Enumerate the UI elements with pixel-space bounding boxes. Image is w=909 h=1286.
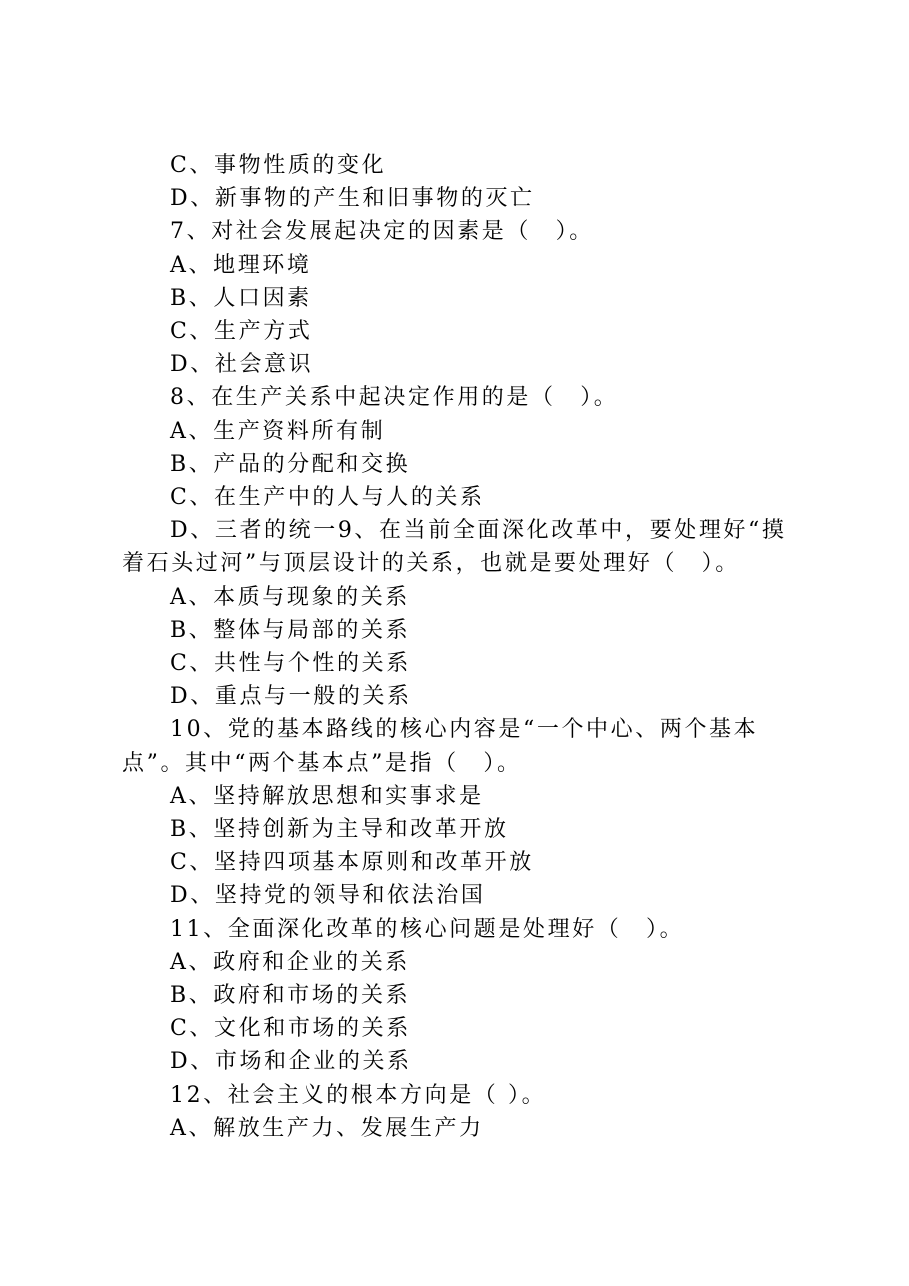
- question-11: 11、全面深化改革的核心问题是处理好（ ）。: [170, 916, 685, 942]
- document-body: [122, 149, 802, 1145]
- option-9c: C、共性与个性的关系: [170, 651, 411, 677]
- option-7d: D、社会意识: [170, 352, 314, 378]
- option-12a: A、解放生产力、发展生产力: [170, 1115, 484, 1141]
- option-10c: C、坚持四项基本原则和改革开放: [170, 850, 534, 876]
- option-7c: C、生产方式: [170, 319, 313, 345]
- option-9a: A、本质与现象的关系: [170, 584, 410, 610]
- option-6d: D、新事物的产生和旧事物的灭亡: [170, 186, 535, 212]
- question-12: 12、社会主义的根本方向是（ ）。: [170, 1082, 547, 1108]
- option-8c: C、在生产中的人与人的关系: [170, 485, 485, 511]
- option-11c: C、文化和市场的关系: [170, 1016, 411, 1042]
- option-7a: A、地理环境: [170, 252, 312, 278]
- option-8d-and-question-9: D、三者的统一9、在当前全面深化改革中，要处理好“摸着石头过河”与顶层设计的关系，也就是要处理好（ ）。: [122, 518, 787, 577]
- option-6c: C、事物性质的变化: [170, 153, 387, 178]
- question-7: 7、对社会发展起决定的因素是（ ）。: [170, 219, 594, 245]
- option-8a: A、生产资料所有制: [170, 418, 386, 444]
- question-8: 8、在生产关系中起决定作用的是（ ）。: [170, 385, 619, 411]
- question-10: 10、党的基本路线的核心内容是“一个中心、两个基本点”。其中“两个基本点”是指（ ）。: [122, 717, 759, 776]
- option-11b: B、政府和市场的关系: [170, 983, 411, 1009]
- option-9d: D、重点与一般的关系: [170, 684, 412, 710]
- option-10d: D、坚持党的领导和依法治国: [170, 883, 486, 909]
- option-8b: B、产品的分配和交换: [170, 451, 411, 477]
- option-9b: B、整体与局部的关系: [170, 617, 411, 643]
- option-11d: D、市场和企业的关系: [170, 1049, 412, 1075]
- option-11a: A、政府和企业的关系: [170, 949, 410, 975]
- option-10a: A、坚持解放思想和实事求是: [170, 783, 484, 809]
- option-10b: B、坚持创新为主导和改革开放: [170, 817, 509, 843]
- option-7b: B、人口因素: [170, 285, 312, 311]
